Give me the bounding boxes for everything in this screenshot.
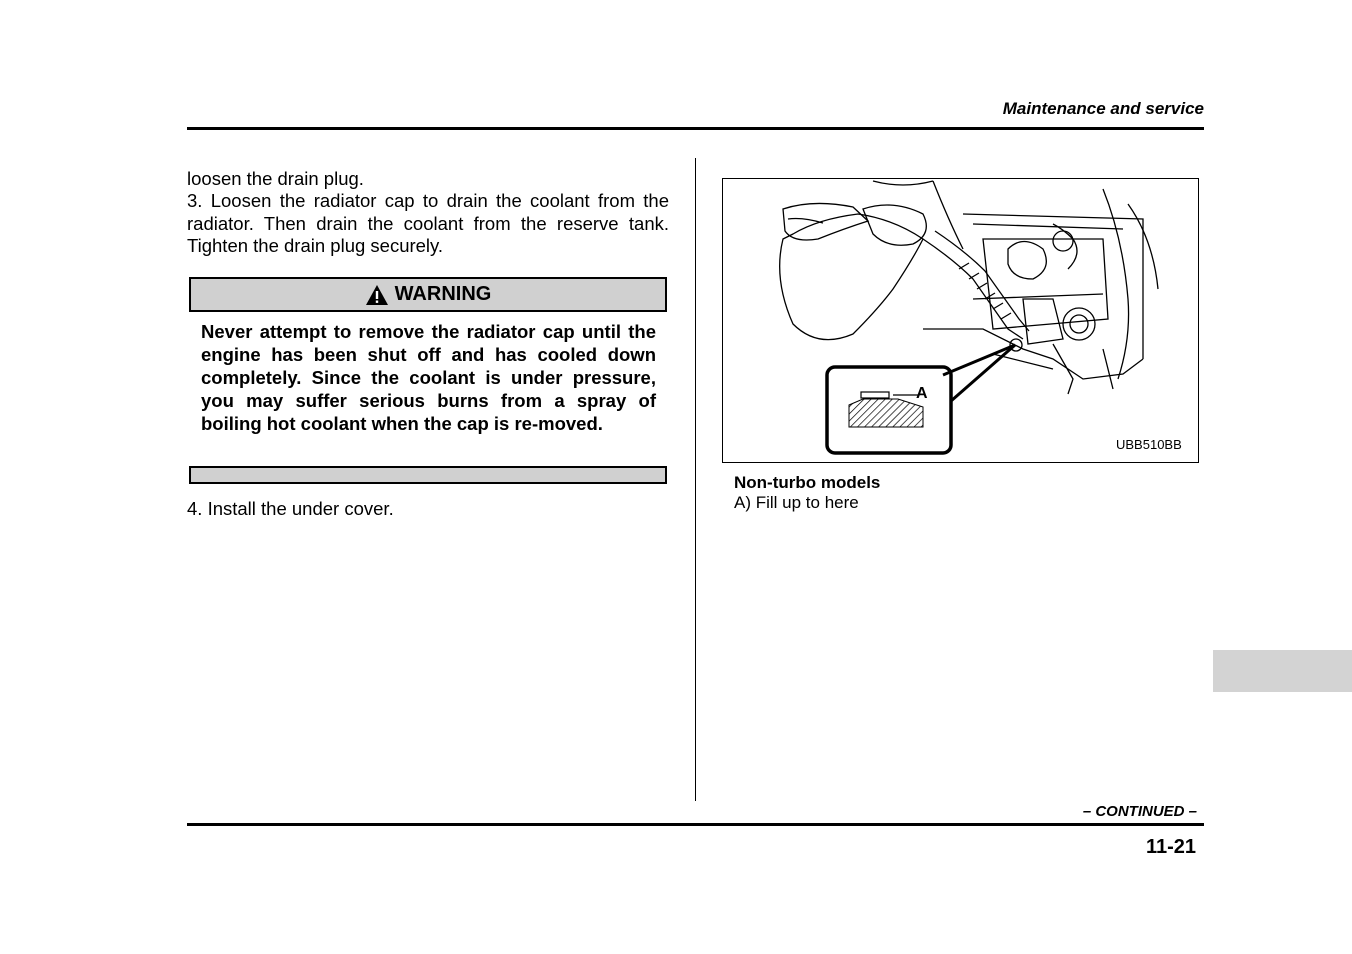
continued-label: – CONTINUED – <box>1082 803 1197 820</box>
chapter-tab <box>1213 650 1352 692</box>
paragraph-step-4: 4. Install the under cover. <box>187 498 394 519</box>
callout-letter-a: A <box>916 385 928 402</box>
paragraph-drain-plug: loosen the drain plug. <box>187 168 364 189</box>
engine-illustration-drawing <box>723 179 1198 462</box>
engine-illustration <box>722 178 1199 463</box>
column-divider <box>695 158 696 801</box>
warning-footer-bar <box>189 466 667 484</box>
paragraph-step-3: 3. Loosen the radiator cap to drain the coolant from the radiator. Then drain the coolant from the reserve tank. Tighten the drain plug securely. <box>187 190 669 256</box>
figure-caption-title: Non-turbo models <box>734 473 881 492</box>
warning-title: WARNING <box>394 283 492 305</box>
warning-header <box>189 277 667 312</box>
section-title: Maintenance and service <box>1002 99 1204 118</box>
warning-triangle-icon <box>365 284 389 306</box>
figure-code: UBB510BB <box>1116 437 1182 452</box>
warning-text: Never attempt to remove the radiator cap until the engine has been shut off and has cooled down completely. Since the coolant is under pressure, you may suffer serious burns from a spray of boiling hot coolant when the cap is re-moved. <box>201 321 656 434</box>
page-number: 11-21 <box>1145 836 1196 858</box>
figure-caption-item: A) Fill up to here <box>734 493 859 512</box>
header-rule <box>187 127 1204 130</box>
footer-rule <box>187 823 1204 826</box>
